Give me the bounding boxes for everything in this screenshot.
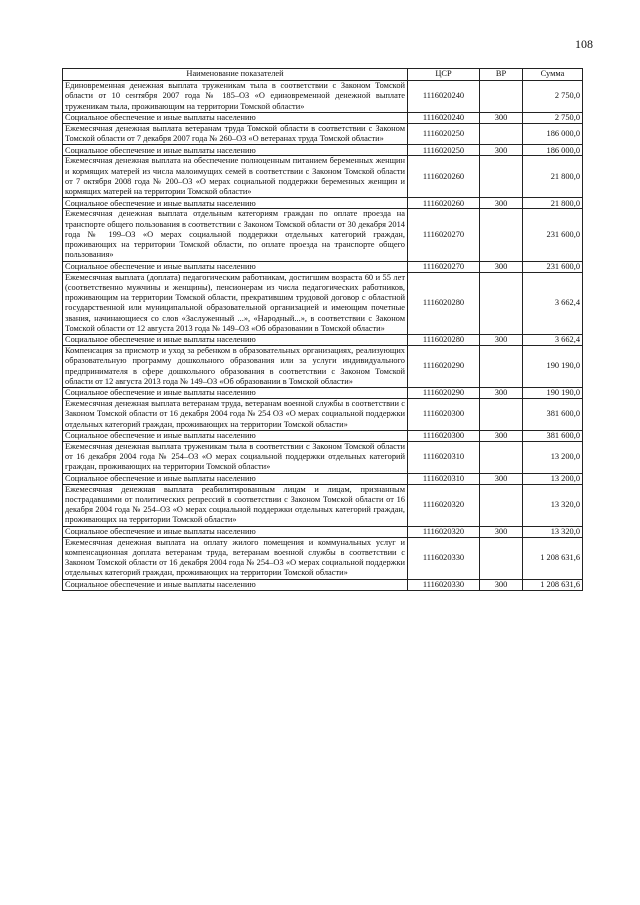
table-row [63,473,583,484]
cell-vr: 300 [480,198,523,209]
cell-name: Социальное обеспечение и иные выплаты населению [63,430,408,441]
cell-name: Социальное обеспечение и иные выплаты населению [63,112,408,123]
table-row [63,399,583,431]
budget-table [62,68,583,591]
table-row [63,145,583,156]
cell-sum: 13 200,0 [523,473,583,484]
cell-vr [480,209,523,261]
header-csr: ЦСР [408,69,480,81]
table-row [63,579,583,590]
table-row [63,441,583,473]
table-header-row [63,69,583,81]
cell-vr [480,272,523,335]
cell-csr: 1116020300 [408,399,480,431]
cell-vr: 300 [480,579,523,590]
cell-sum: 231 600,0 [523,261,583,272]
cell-name: Социальное обеспечение и иные выплаты населению [63,473,408,484]
cell-csr: 1116020250 [408,123,480,145]
table-row [63,81,583,113]
table-row [63,123,583,145]
cell-name: Ежемесячная денежная выплата отдельным категориям граждан по оплате проезда на транспорте общего пользования в соответствии с Законом Томской области от 30 декабря 2014 года № 199–ОЗ «О мерах социальной поддержки отдельных категорий граждан, проживающих на территории Томской области, по оплате проезда на транспорте общего пользования» [63,209,408,261]
cell-name: Ежемесячная выплата (доплата) педагогическим работникам, достигшим возраста 60 и 55 лет (соответственно мужчины и женщины), пенсионерам из числа педагогических работников, проживающим на территории Томской области, прекратившим трудовой договор с областной государственной или муниципальной образовательной организацией и имеющим почетные звания, начинающиеся со слов «Заслуженный ...», «Народный...», в соответствии с Законом Томской области от 12 августа 2013 года № 149–ОЗ «Об образовании в Томской области» [63,272,408,335]
cell-name: Социальное обеспечение и иные выплаты населению [63,335,408,346]
table-row [63,484,583,526]
cell-vr [480,81,523,113]
cell-sum: 1 208 631,6 [523,537,583,579]
cell-vr: 300 [480,388,523,399]
cell-csr: 1116020250 [408,145,480,156]
cell-vr [480,484,523,526]
cell-csr: 1116020270 [408,261,480,272]
cell-csr: 1116020320 [408,484,480,526]
cell-sum: 3 662,4 [523,272,583,335]
cell-sum: 21 800,0 [523,198,583,209]
cell-sum: 1 208 631,6 [523,579,583,590]
cell-csr: 1116020260 [408,198,480,209]
cell-vr: 300 [480,261,523,272]
cell-name: Ежемесячная денежная выплата ветеранам труда, ветеранам военной службы в соответствии с Законом Томской области от 16 декабря 2004 года № 254 ОЗ «О мерах социальной поддержки отдельных категорий граждан, проживающих на территории Томской области» [63,399,408,431]
cell-csr: 1116020330 [408,537,480,579]
cell-csr: 1116020330 [408,579,480,590]
table-row [63,526,583,537]
cell-name: Ежемесячная денежная выплата ветеранам труда Томской области в соответствии с Законом Томской области от 7 декабря 2007 года № 260–ОЗ «О ветеранах труда Томской области» [63,123,408,145]
cell-name: Социальное обеспечение и иные выплаты населению [63,261,408,272]
cell-name: Социальное обеспечение и иные выплаты населению [63,579,408,590]
header-name: Наименование показателей [63,69,408,81]
table-row [63,430,583,441]
cell-vr [480,123,523,145]
cell-vr [480,346,523,388]
cell-name: Социальное обеспечение и иные выплаты населению [63,526,408,537]
header-vr: ВР [480,69,523,81]
cell-csr: 1116020240 [408,112,480,123]
cell-sum: 186 000,0 [523,145,583,156]
cell-csr: 1116020260 [408,156,480,198]
cell-vr: 300 [480,112,523,123]
cell-csr: 1116020280 [408,272,480,335]
cell-vr: 300 [480,145,523,156]
cell-sum: 190 190,0 [523,346,583,388]
table-row [63,209,583,261]
cell-name: Ежемесячная денежная выплата труженикам тыла в соответствии с Законом Томской области от 16 декабря 2004 года № 254–ОЗ «О мерах социальной поддержки отдельных категорий граждан, проживающих на территории Томской области» [63,441,408,473]
cell-name: Ежемесячная денежная выплата на оплату жилого помещения и коммунальных услуг и компенсационная доплата ветеранам труда, ветеранам военной службы в соответствии с Законом Томской области от 16 декабря 2004 года № 254–ОЗ «О мерах социальной поддержки отдельных категорий граждан, проживающих на территории Томской области» [63,537,408,579]
cell-csr: 1116020300 [408,430,480,441]
table-row [63,335,583,346]
cell-name: Компенсация за присмотр и уход за ребенком в образовательных организациях, реализующих образовательную программу дошкольного образования или за услуги индивидуального предпринимателя в сфере дошкольного образования в соответствии с Законом Томской области от 12 августа 2013 года № 149–ОЗ «Об образовании в Томской области» [63,346,408,388]
cell-vr [480,537,523,579]
cell-sum: 231 600,0 [523,209,583,261]
cell-sum: 13 320,0 [523,484,583,526]
cell-sum: 2 750,0 [523,112,583,123]
cell-vr [480,156,523,198]
table-row [63,272,583,335]
cell-name: Социальное обеспечение и иные выплаты населению [63,145,408,156]
cell-name: Ежемесячная денежная выплата реабилитированным лицам и лицам, признанным пострадавшими от политических репрессий в соответствии с Законом Томской области от 16 декабря 2004 года № 254–ОЗ «О мерах социальной поддержки отдельных категорий граждан, проживающих на территории Томской области» [63,484,408,526]
cell-sum: 13 200,0 [523,441,583,473]
cell-vr [480,441,523,473]
cell-sum: 186 000,0 [523,123,583,145]
page-number: 108 [575,37,593,51]
cell-sum: 21 800,0 [523,156,583,198]
table-row [63,198,583,209]
cell-sum: 381 600,0 [523,430,583,441]
cell-sum: 381 600,0 [523,399,583,431]
cell-csr: 1116020310 [408,473,480,484]
cell-name: Единовременная денежная выплата труженикам тыла в соответствии с Законом Томской области от 10 сентября 2007 года № 185–ОЗ «О единовременной денежной выплате труженикам тыла, проживающим на территории Томской области» [63,81,408,113]
cell-name: Социальное обеспечение и иные выплаты населению [63,388,408,399]
cell-csr: 1116020310 [408,441,480,473]
cell-csr: 1116020320 [408,526,480,537]
cell-vr: 300 [480,335,523,346]
table-row [63,261,583,272]
cell-sum: 13 320,0 [523,526,583,537]
cell-vr: 300 [480,473,523,484]
cell-csr: 1116020240 [408,81,480,113]
cell-csr: 1116020290 [408,346,480,388]
header-sum: Сумма [523,69,583,81]
cell-sum: 190 190,0 [523,388,583,399]
cell-vr: 300 [480,430,523,441]
cell-name: Социальное обеспечение и иные выплаты населению [63,198,408,209]
table-row [63,537,583,579]
cell-vr: 300 [480,526,523,537]
table-row [63,156,583,198]
table-row [63,346,583,388]
cell-csr: 1116020280 [408,335,480,346]
cell-csr: 1116020270 [408,209,480,261]
table-row [63,112,583,123]
cell-vr [480,399,523,431]
cell-sum: 2 750,0 [523,81,583,113]
cell-csr: 1116020290 [408,388,480,399]
cell-sum: 3 662,4 [523,335,583,346]
cell-name: Ежемесячная денежная выплата на обеспечение полноценным питанием беременных женщин и кормящих матерей из числа малоимущих семей в соответствии с Законом Томской области от 7 октября 2008 года № 200–ОЗ «О мерах социальной поддержки беременных женщин и кормящих матерей на территории Томской области» [63,156,408,198]
table-row [63,388,583,399]
table-body [63,81,583,591]
